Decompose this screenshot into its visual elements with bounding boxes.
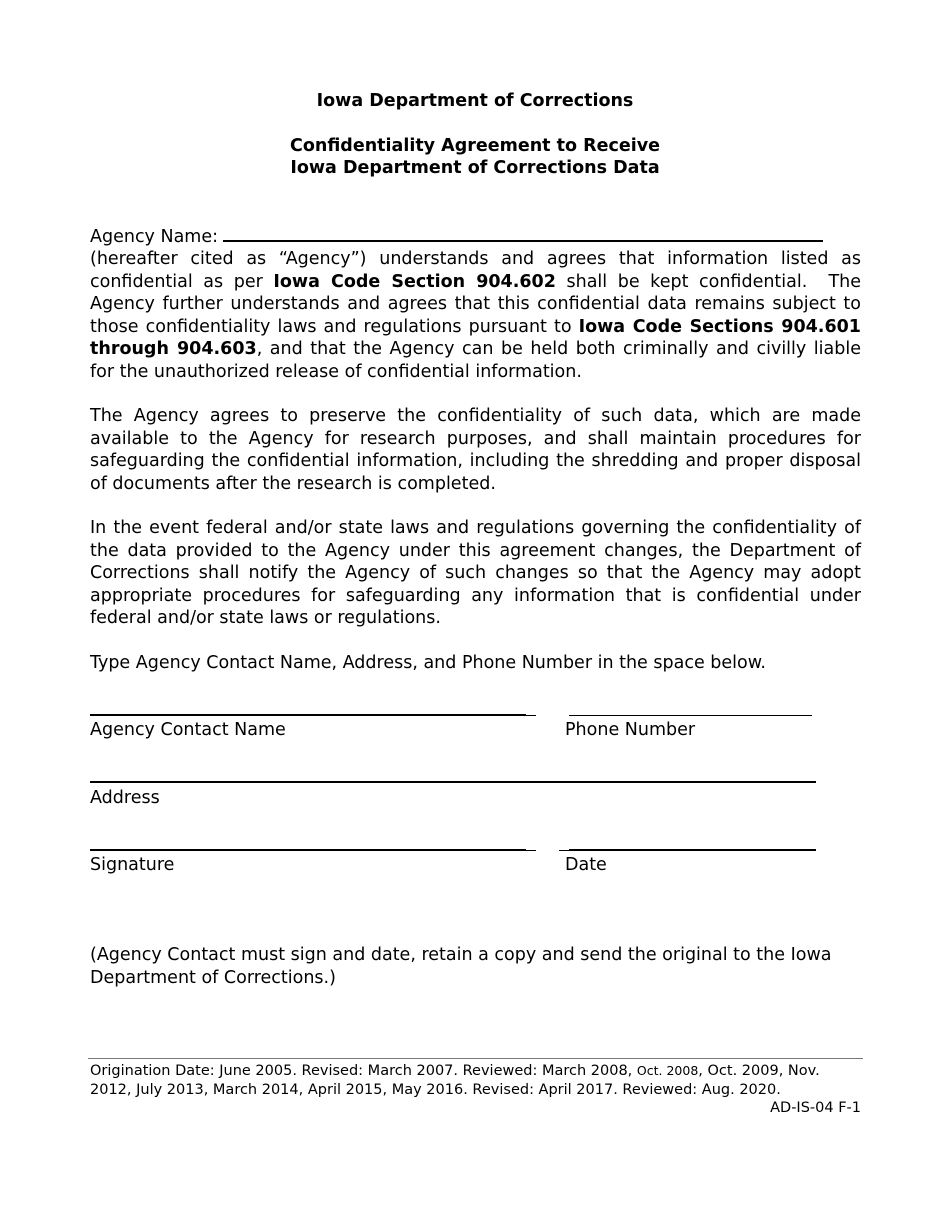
date-label: Date: [565, 855, 607, 875]
para1-text-3: , and that the Agency can be held both criminally and civilly liable for the unauthorized release of confidential information.: [90, 339, 861, 382]
contact-instruction: Type Agency Contact Name, Address, and Phone Number in the space below.: [90, 653, 766, 673]
phone-line[interactable]: [569, 715, 812, 716]
signature-label: Signature: [90, 855, 175, 875]
contact-name-label: Agency Contact Name: [90, 720, 286, 740]
revision-history-small: Oct. 2008: [636, 1063, 699, 1078]
signature-line-tail: [526, 850, 536, 851]
agency-name-row: [90, 226, 861, 249]
paragraph-3: In the event federal and/or state laws and regulations governing the confidentiality of the data provided to the Agency under this agreement changes, the Department of Corrections shall notify the Agency of such changes so that the Agency may adopt appropriate procedures for safeguarding any information that is confidential under federal and/or state laws or regulations.: [90, 518, 861, 628]
para1-bold-2: Iowa Code Sections 904.601 through 904.603: [90, 316, 861, 359]
paragraph-1: [90, 248, 861, 383]
date-line[interactable]: [569, 849, 816, 851]
revision-history: [90, 1061, 860, 1100]
title-line-1: Confidentiality Agreement to Receive: [290, 136, 660, 156]
para1-text-1: (hereafter cited as “Agency”) understands and agrees that information listed as confidential as per: [90, 249, 861, 292]
revision-history-a: Origination Date: June 2005. Revised: March 2007. Reviewed: March 2008,: [90, 1063, 637, 1079]
para1-bold-1: Iowa Code Section 904.602: [273, 271, 556, 292]
date-line-head: [559, 850, 569, 851]
contact-name-line[interactable]: [90, 714, 526, 716]
signature-line[interactable]: [90, 849, 526, 851]
agency-name-label: Agency Name:: [90, 227, 219, 247]
signing-note: (Agency Contact must sign and date, retain a copy and send the original to the Iowa Department of Corrections.): [90, 945, 832, 988]
address-line[interactable]: [90, 781, 816, 783]
footer-rule: [88, 1058, 863, 1059]
paragraph-2: The Agency agrees to preserve the confidentiality of such data, which are made available to the Agency for research purposes, and shall maintain procedures for safeguarding the confidential information, including the shredding and proper disposal of documents after the research is completed.: [90, 406, 861, 494]
department-heading: Iowa Department of Corrections: [316, 91, 634, 111]
title-line-2: Iowa Department of Corrections Data: [290, 158, 660, 178]
phone-label: Phone Number: [565, 720, 696, 740]
address-label: Address: [90, 788, 160, 808]
agency-name-field[interactable]: [223, 226, 823, 242]
form-id: AD-IS-04 F-1: [770, 1100, 861, 1116]
revision-history-b: , Oct. 2009, Nov. 2012, July 2013, March 2014, April 2015, May 2016. Revised: April 2017. Reviewed: Aug. 2020.: [90, 1063, 820, 1098]
para1-text-2: shall be kept confidential. The Agency further understands and agrees that this confidential data remains subject to those confidentiality laws and regulations pursuant to: [90, 271, 862, 337]
contact-name-line-tail: [526, 715, 536, 716]
